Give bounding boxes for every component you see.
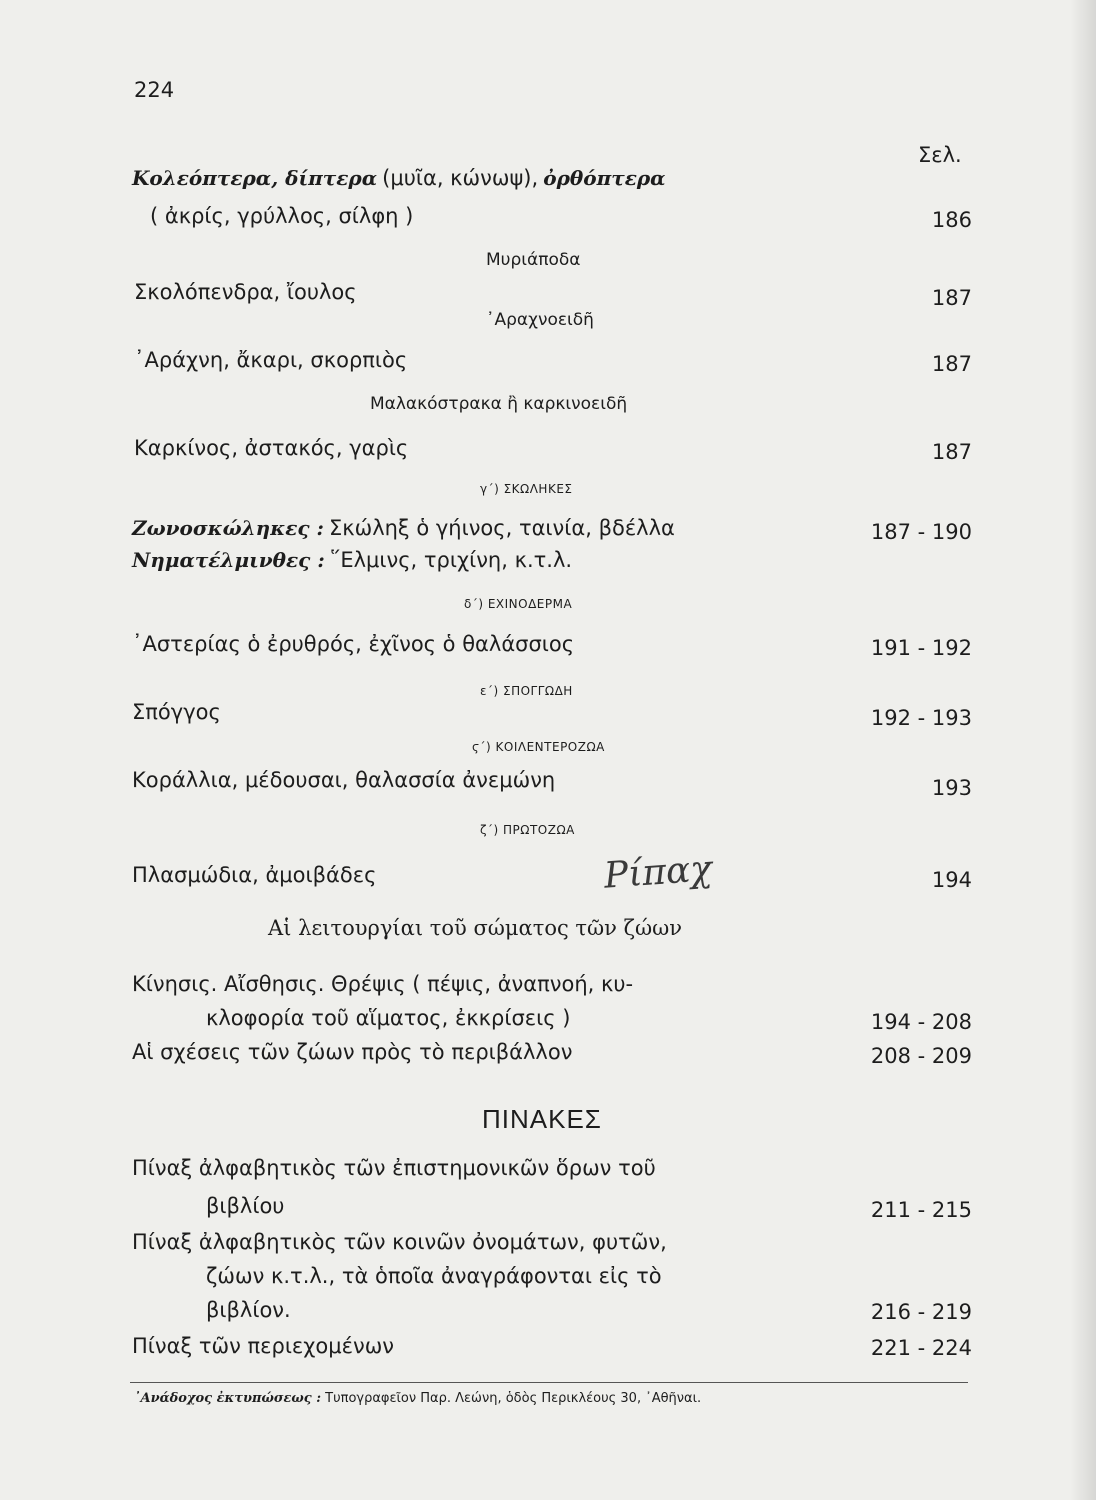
entry-page: 221 - 224 [870, 1336, 972, 1360]
toc-entry-nimatelminthes [132, 550, 572, 571]
page-column-label: Σελ. [918, 143, 962, 167]
section-heading: Αἱ λειτουργίαι τοῦ σώματος τῶν ζώων [268, 916, 683, 940]
entry-continuation: ( ἀκρίς, γρύλλος, σίλφη ) [150, 204, 414, 228]
entry-page: 187 [931, 440, 972, 464]
entry-page: 194 [931, 868, 972, 892]
printer-credit [134, 1392, 701, 1405]
entry-page: 211 - 215 [870, 1198, 972, 1222]
index-entry-line: Πίναξ ἀλφαβητικὸς τῶν κοινῶν ὀνομάτων, φυτῶν, [132, 1230, 667, 1254]
subclass-title: ζ΄) ΠΡΩΤΟΖΩΑ [480, 823, 575, 837]
toc-entry-zonoskolikes [132, 518, 675, 539]
subclass-title: ε΄) ΣΠΟΓΓΩΔΗ [480, 684, 573, 698]
entry-page: 193 [931, 776, 972, 800]
entry-examples: ῞Ελμινς, τριχίνη, κ.τ.λ. [329, 548, 573, 572]
section-title: Μαλακόστρακα ἢ καρκινοειδῆ [370, 394, 628, 414]
toc-entry-koleoptera [132, 168, 666, 189]
section-title: ᾿Αραχνοειδῆ [486, 310, 594, 330]
entry-page: 208 - 209 [870, 1044, 972, 1068]
index-entry-line: βιβλίον. [206, 1298, 291, 1322]
subclass-title: ϛ΄) ΚΟΙΛΕΝΤΕΡΟΖΩΑ [472, 740, 605, 754]
toc-entry-text: ᾿Αστερίας ὁ ἐρυθρός, ἐχῖνος ὁ θαλάσσιος [132, 632, 575, 656]
toc-entry-text: Καρκίνος, ἀστακός, γαρὶς [134, 436, 409, 460]
entry-term: Νηματέλμινθες : [132, 548, 325, 572]
page-edge-shadow [1070, 0, 1096, 1500]
toc-entry-text: Σκολόπενδρα, ἴουλος [134, 280, 357, 304]
toc-entry-text: Αἱ σχέσεις τῶν ζώων πρὸς τὸ περιβάλλον [132, 1040, 573, 1064]
index-entry-line: Πίναξ ἀλφαβητικὸς τῶν ἐπιστημονικῶν ὅρων τοῦ [132, 1156, 656, 1180]
printer-label: ᾿Ανάδοχος ἐκτυπώσεως : [134, 1391, 322, 1406]
toc-entry-text: ᾿Αράχνη, ἄκαρι, σκορπιὸς [134, 348, 408, 372]
index-entry-line: Πίναξ τῶν περιεχομένων [132, 1334, 395, 1358]
entry-examples: Σκώληξ ὁ γήινος, ταινία, βδέλλα [328, 516, 675, 540]
entry-page: 192 - 193 [870, 706, 972, 730]
subclass-title: δ΄) ΕΧΙΝΟΔΕΡΜΑ [464, 597, 573, 611]
entry-page: 187 - 190 [870, 520, 972, 544]
entry-page: 194 - 208 [870, 1010, 972, 1034]
toc-entry-text: Πλασμώδια, ἀμοιβάδες [132, 863, 377, 887]
index-entry-line: βιβλίου [206, 1194, 285, 1218]
footer-rule [130, 1382, 968, 1383]
tables-heading: ΠΙΝΑΚΕΣ [482, 1104, 602, 1134]
subclass-title: γ΄) ΣΚΩΛΗΚΕΣ [480, 482, 573, 496]
index-entry-line: ζώων κ.τ.λ., τὰ ὁποῖα ἀναγράφονται εἰς τὸ [206, 1264, 662, 1288]
page-number: 224 [134, 78, 175, 102]
entry-page: 187 [931, 286, 972, 310]
entry-term: Ζωνοσκώληκες : [132, 516, 324, 540]
handwritten-note: Ρίπαχ [602, 848, 714, 897]
entry-page: 216 - 219 [870, 1300, 972, 1324]
section-title: Μυριάποδα [486, 250, 581, 270]
entry-page: 191 - 192 [870, 636, 972, 660]
entry-examples: (μυῖα, κώνωψ), [382, 166, 539, 190]
toc-entry-text: Κοράλλια, μέδουσαι, θαλασσία ἀνεμώνη [132, 768, 556, 792]
printer-text: Τυπογραφεῖον Παρ. Λεώνη, ὁδὸς Περικλέους 30, ᾿Αθῆναι. [325, 1391, 702, 1406]
entry-continuation: κλοφορία τοῦ αἵματος, ἐκκρίσεις ) [206, 1006, 571, 1030]
entry-term: Κολεόπτερα, δίπτερα [132, 166, 378, 190]
entry-page: 187 [931, 352, 972, 376]
entry-page: 186 [931, 208, 972, 232]
toc-entry-text: Κίνησις. Αἴσθησις. Θρέψις ( πέψις, ἀναπνοή, κυ- [132, 972, 634, 996]
entry-term: ὀρθόπτερα [543, 166, 666, 190]
toc-entry-text: Σπόγγος [132, 700, 221, 724]
